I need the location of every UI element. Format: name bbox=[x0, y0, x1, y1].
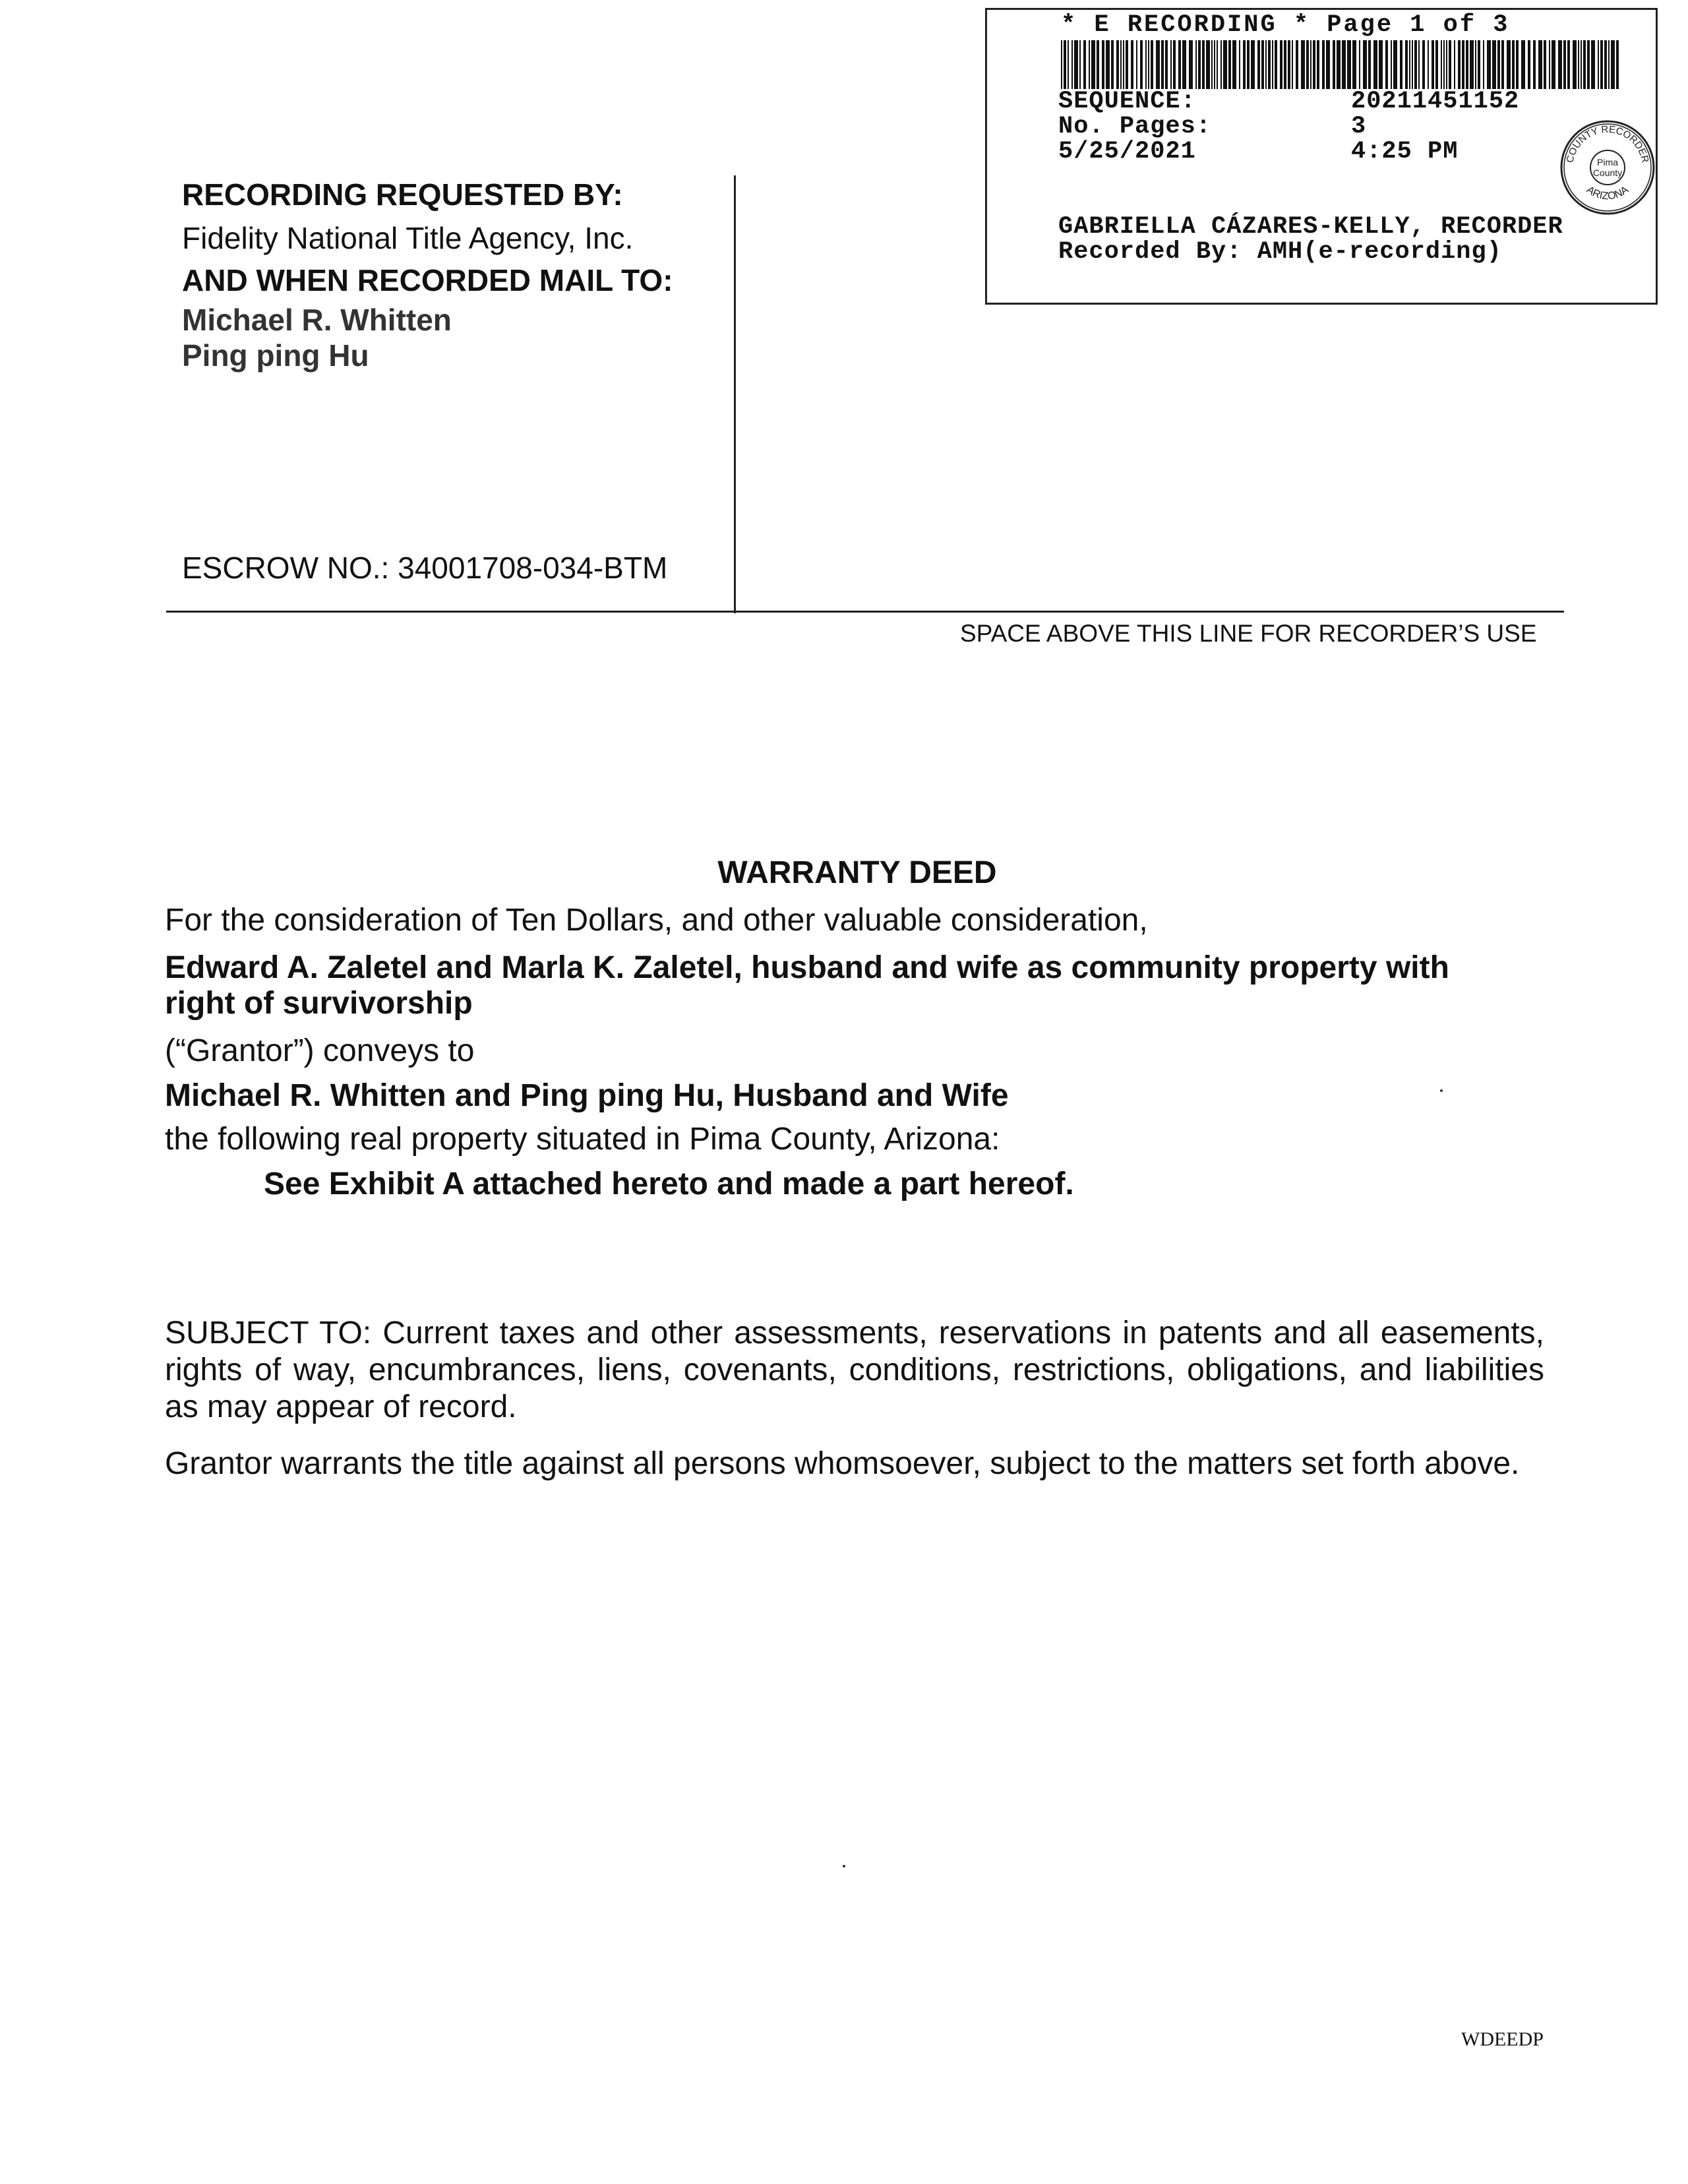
recorded-by: Recorded By: AMH(e-recording) bbox=[1058, 238, 1502, 266]
pages-label: No. Pages: bbox=[1058, 113, 1212, 140]
pages-value: 3 bbox=[1351, 113, 1367, 140]
conveys-text: (“Grantor”) conveys to bbox=[165, 1033, 475, 1068]
requested-by-value: Fidelity National Title Agency, Inc. bbox=[182, 221, 634, 255]
grantor-names-line2: right of survivorship bbox=[165, 986, 473, 1021]
grantee-names: Michael R. Whitten and Ping ping Hu, Husband and Wife bbox=[165, 1078, 1009, 1113]
seal-top-text: COUNTY RECORDER bbox=[1564, 123, 1651, 164]
document-title: WARRANTY DEED bbox=[717, 855, 997, 890]
seal-center-line1: Pima bbox=[1597, 157, 1618, 167]
escrow-number: ESCROW NO.: 34001708-034-BTM bbox=[182, 551, 668, 585]
seal-center-line2: County bbox=[1592, 167, 1623, 178]
mail-to-name1: Michael R. Whitten bbox=[182, 303, 452, 337]
barcode bbox=[1060, 40, 1619, 89]
mail-to-label: AND WHEN RECORDED MAIL TO: bbox=[182, 263, 673, 297]
recorder-space-note: SPACE ABOVE THIS LINE FOR RECORDER’S USE bbox=[960, 620, 1537, 647]
mail-to-name2: Ping ping Hu bbox=[182, 338, 369, 373]
sequence-label: SEQUENCE: bbox=[1058, 88, 1196, 115]
recorder-divider-vertical bbox=[734, 175, 736, 613]
exhibit-reference: See Exhibit A attached hereto and made a part hereof. bbox=[264, 1167, 1074, 1201]
form-code: WDEEDP bbox=[1461, 2028, 1544, 2050]
recording-stamp-box bbox=[985, 8, 1658, 305]
grantor-names-line1: Edward A. Zaletel and Marla K. Zaletel, husband and wife as community property with bbox=[165, 950, 1449, 985]
recording-date: 5/25/2021 bbox=[1058, 138, 1196, 166]
requested-by-label: RECORDING REQUESTED BY: bbox=[182, 177, 623, 212]
sequence-value: 20211451152 bbox=[1351, 88, 1520, 115]
recorder-divider-horizontal bbox=[166, 611, 1564, 613]
seal-bottom-text: ARIZONA bbox=[1584, 184, 1631, 202]
recorder-name: GABRIELLA CÁZARES-KELLY, RECORDER bbox=[1058, 213, 1563, 241]
recording-page-header: * E RECORDING * Page 1 of 3 bbox=[1061, 11, 1510, 39]
warranty-statement: Grantor warrants the title against all persons whomsoever, subject to the matters set forth above. bbox=[165, 1446, 1520, 1481]
consideration-text: For the consideration of Ten Dollars, and other valuable consideration, bbox=[165, 903, 1148, 938]
scan-speck bbox=[1440, 1089, 1443, 1092]
recording-time: 4:25 PM bbox=[1351, 138, 1459, 166]
county-recorder-seal bbox=[1558, 118, 1657, 217]
property-location-text: the following real property situated in Pima County, Arizona: bbox=[165, 1122, 1000, 1157]
scan-speck bbox=[843, 1865, 845, 1867]
subject-to-paragraph: SUBJECT TO: Current taxes and other assessments, reservations in patents and all easements, rights of way, encumbrances, liens, covenants, conditions, restrictions, obligations, and liabilities as may appear of record. bbox=[165, 1316, 1544, 1424]
